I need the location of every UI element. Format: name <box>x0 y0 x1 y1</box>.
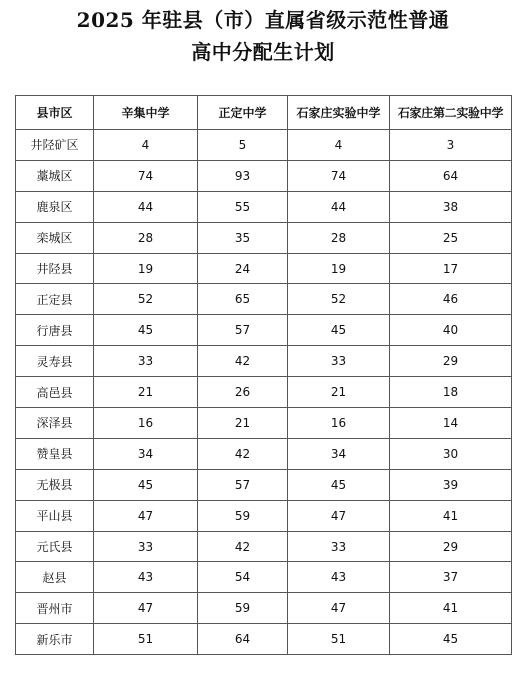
county-cell: 深泽县 <box>16 408 94 439</box>
sjz-second-experimental-cell: 17 <box>390 253 512 284</box>
zhengding-cell: 54 <box>198 562 288 593</box>
sjz-second-experimental-cell: 46 <box>390 284 512 315</box>
county-cell: 晋州市 <box>16 593 94 624</box>
sjz-experimental-cell: 45 <box>288 315 390 346</box>
header-sjz-experimental: 石家庄实验中学 <box>288 96 390 130</box>
county-cell: 正定县 <box>16 284 94 315</box>
xinji-cell: 74 <box>94 160 198 191</box>
county-cell: 赵县 <box>16 562 94 593</box>
table-body <box>16 130 512 655</box>
header-xinji: 辛集中学 <box>94 96 198 130</box>
xinji-cell: 33 <box>94 346 198 377</box>
table-row <box>16 130 512 161</box>
sjz-second-experimental-cell: 64 <box>390 160 512 191</box>
title-line-1: 2025 年驻县（市）直属省级示范性普通 <box>76 8 450 32</box>
sjz-experimental-cell: 28 <box>288 222 390 253</box>
table-row <box>16 253 512 284</box>
xinji-cell: 19 <box>94 253 198 284</box>
zhengding-cell: 59 <box>198 593 288 624</box>
allocation-table <box>15 95 512 655</box>
sjz-second-experimental-cell: 14 <box>390 408 512 439</box>
table-row <box>16 191 512 222</box>
table-header-row <box>16 96 512 130</box>
header-county: 县市区 <box>16 96 94 130</box>
sjz-second-experimental-cell: 40 <box>390 315 512 346</box>
county-cell: 井陉矿区 <box>16 130 94 161</box>
zhengding-cell: 26 <box>198 377 288 408</box>
table-row <box>16 284 512 315</box>
header-zhengding: 正定中学 <box>198 96 288 130</box>
xinji-cell: 16 <box>94 408 198 439</box>
county-cell: 藁城区 <box>16 160 94 191</box>
zhengding-cell: 35 <box>198 222 288 253</box>
county-cell: 高邑县 <box>16 377 94 408</box>
document-title <box>0 0 526 68</box>
sjz-second-experimental-cell: 41 <box>390 500 512 531</box>
county-cell: 井陉县 <box>16 253 94 284</box>
table-row <box>16 562 512 593</box>
zhengding-cell: 24 <box>198 253 288 284</box>
county-cell: 平山县 <box>16 500 94 531</box>
sjz-experimental-cell: 33 <box>288 531 390 562</box>
county-cell: 新乐市 <box>16 624 94 655</box>
xinji-cell: 43 <box>94 562 198 593</box>
sjz-experimental-cell: 47 <box>288 593 390 624</box>
sjz-experimental-cell: 33 <box>288 346 390 377</box>
zhengding-cell: 93 <box>198 160 288 191</box>
county-cell: 灵寿县 <box>16 346 94 377</box>
zhengding-cell: 55 <box>198 191 288 222</box>
sjz-second-experimental-cell: 25 <box>390 222 512 253</box>
table-row <box>16 469 512 500</box>
title-line-2: 高中分配生计划 <box>191 40 335 64</box>
sjz-second-experimental-cell: 18 <box>390 377 512 408</box>
zhengding-cell: 42 <box>198 346 288 377</box>
xinji-cell: 45 <box>94 469 198 500</box>
xinji-cell: 45 <box>94 315 198 346</box>
sjz-experimental-cell: 52 <box>288 284 390 315</box>
sjz-experimental-cell: 44 <box>288 191 390 222</box>
sjz-experimental-cell: 16 <box>288 408 390 439</box>
county-cell: 栾城区 <box>16 222 94 253</box>
zhengding-cell: 59 <box>198 500 288 531</box>
xinji-cell: 34 <box>94 438 198 469</box>
xinji-cell: 4 <box>94 130 198 161</box>
sjz-second-experimental-cell: 3 <box>390 130 512 161</box>
zhengding-cell: 57 <box>198 315 288 346</box>
table-row <box>16 408 512 439</box>
zhengding-cell: 5 <box>198 130 288 161</box>
xinji-cell: 28 <box>94 222 198 253</box>
sjz-second-experimental-cell: 39 <box>390 469 512 500</box>
xinji-cell: 21 <box>94 377 198 408</box>
sjz-second-experimental-cell: 29 <box>390 531 512 562</box>
xinji-cell: 47 <box>94 593 198 624</box>
sjz-experimental-cell: 4 <box>288 130 390 161</box>
table-row <box>16 531 512 562</box>
sjz-second-experimental-cell: 30 <box>390 438 512 469</box>
table-row <box>16 160 512 191</box>
sjz-second-experimental-cell: 45 <box>390 624 512 655</box>
sjz-second-experimental-cell: 29 <box>390 346 512 377</box>
xinji-cell: 52 <box>94 284 198 315</box>
zhengding-cell: 42 <box>198 531 288 562</box>
zhengding-cell: 65 <box>198 284 288 315</box>
table-row <box>16 500 512 531</box>
sjz-experimental-cell: 74 <box>288 160 390 191</box>
county-cell: 赞皇县 <box>16 438 94 469</box>
county-cell: 行唐县 <box>16 315 94 346</box>
xinji-cell: 47 <box>94 500 198 531</box>
zhengding-cell: 64 <box>198 624 288 655</box>
xinji-cell: 33 <box>94 531 198 562</box>
table-row <box>16 222 512 253</box>
header-sjz-second-experimental: 石家庄第二实验中学 <box>390 96 512 130</box>
zhengding-cell: 21 <box>198 408 288 439</box>
sjz-experimental-cell: 21 <box>288 377 390 408</box>
county-cell: 无极县 <box>16 469 94 500</box>
sjz-experimental-cell: 43 <box>288 562 390 593</box>
table-row <box>16 438 512 469</box>
sjz-experimental-cell: 51 <box>288 624 390 655</box>
county-cell: 元氏县 <box>16 531 94 562</box>
table-row <box>16 346 512 377</box>
sjz-second-experimental-cell: 37 <box>390 562 512 593</box>
zhengding-cell: 42 <box>198 438 288 469</box>
sjz-experimental-cell: 34 <box>288 438 390 469</box>
county-cell: 鹿泉区 <box>16 191 94 222</box>
sjz-experimental-cell: 19 <box>288 253 390 284</box>
table-row <box>16 315 512 346</box>
table-row <box>16 377 512 408</box>
xinji-cell: 51 <box>94 624 198 655</box>
table-row <box>16 624 512 655</box>
xinji-cell: 44 <box>94 191 198 222</box>
sjz-experimental-cell: 45 <box>288 469 390 500</box>
sjz-second-experimental-cell: 38 <box>390 191 512 222</box>
table-row <box>16 593 512 624</box>
zhengding-cell: 57 <box>198 469 288 500</box>
sjz-experimental-cell: 47 <box>288 500 390 531</box>
sjz-second-experimental-cell: 41 <box>390 593 512 624</box>
